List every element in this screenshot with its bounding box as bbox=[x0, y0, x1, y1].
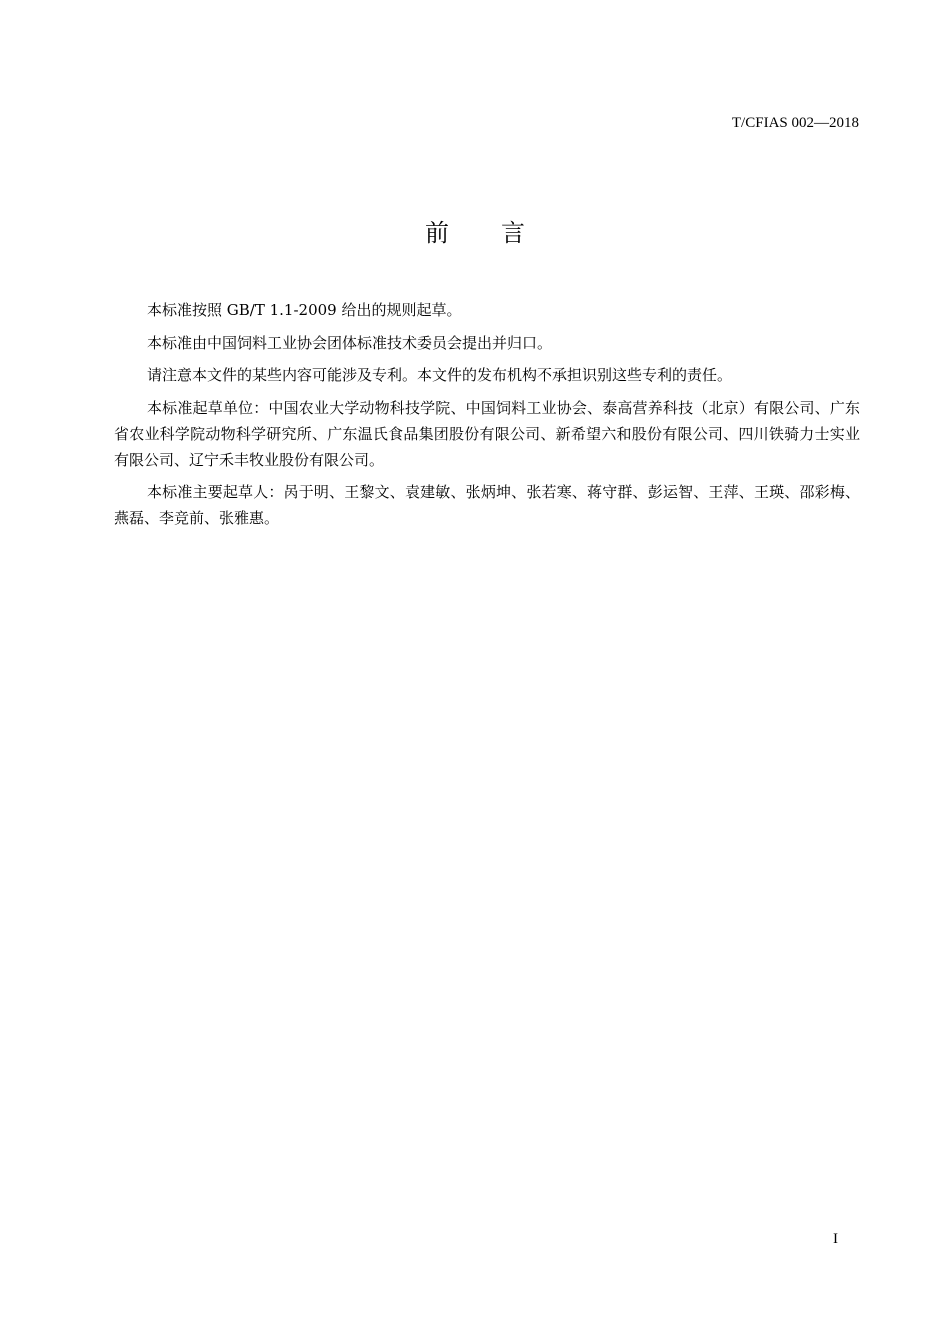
paragraph-drafters: 本标准主要起草人：呙于明、王黎文、袁建敏、张炳坤、张若寒、蒋守群、彭运智、王萍、王瑛、邵彩梅、燕磊、李竞前、张雅惠。 bbox=[114, 483, 860, 527]
paragraph-patent-notice: 请注意本文件的某些内容可能涉及专利。本文件的发布机构不承担识别这些专利的责任。 bbox=[147, 366, 733, 384]
paragraph-drafting-rules: 本标准按照 GB/T 1.1-2009 给出的规则起草。 bbox=[147, 301, 462, 319]
title-char-1: 前 bbox=[425, 219, 449, 247]
foreword-body bbox=[114, 297, 860, 538]
page-number: I bbox=[833, 1231, 838, 1247]
paragraph-proposer: 本标准由中国饲料工业协会团体标准技术委员会提出并归口。 bbox=[147, 333, 553, 352]
page-title bbox=[0, 213, 950, 248]
standard-number: T/CFIAS 002—2018 bbox=[731, 115, 859, 131]
title-char-2: 言 bbox=[501, 219, 525, 247]
paragraph-drafting-units: 本标准起草单位：中国农业大学动物科技学院、中国饲料工业协会、泰高营养科技（北京）有限公司、广东省农业科学院动物科学研究所、广东温氏食品集团股份有限公司、新希望六和股份有限公司、四川铁骑力士实业有限公司、辽宁禾丰牧业股份有限公司。 bbox=[114, 398, 860, 469]
